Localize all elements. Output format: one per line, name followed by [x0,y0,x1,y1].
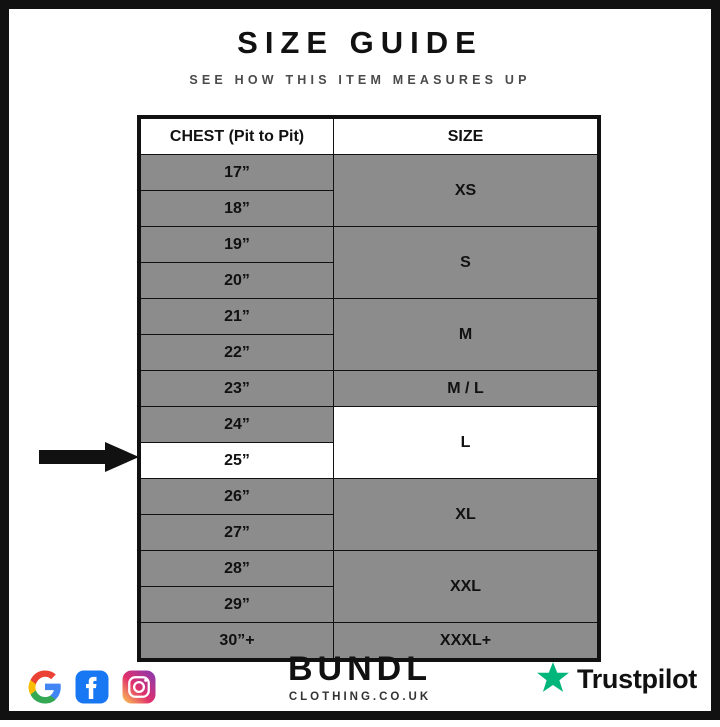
chest-cell: 24” [141,407,334,443]
table-row-selected[interactable] [141,407,598,443]
size-cell-selected: L [334,407,598,479]
card-inner [9,25,711,727]
table-row[interactable] [141,299,598,335]
chest-cell: 20” [141,263,334,299]
footer [9,647,711,713]
trustpilot-label: Trustpilot [577,664,697,694]
size-cell: S [334,227,598,299]
chest-cell: 29” [141,587,334,623]
table-header-row [141,119,598,155]
table-row[interactable] [141,479,598,515]
page-subtitle: SEE HOW THIS ITEM MEASURES UP [189,73,531,87]
chest-cell: 30”+ [141,623,334,659]
size-cell: XS [334,155,598,227]
trustpilot-badge[interactable] [536,660,697,699]
chest-cell: 27” [141,515,334,551]
chest-cell: 28” [141,551,334,587]
brand-domain: CLOTHING.CO.UK [288,691,432,703]
size-cell: XXL [334,551,598,623]
column-header-size: SIZE [334,119,598,155]
chest-cell: 23” [141,371,334,407]
table-row[interactable] [141,227,598,263]
table-row[interactable] [141,155,598,191]
table-row[interactable] [141,551,598,587]
table-row[interactable] [141,371,598,407]
size-cell: XXXL+ [334,623,598,659]
brand-name: BUNDL [288,650,432,688]
page-title: SIZE GUIDE [237,25,483,60]
size-cell: XL [334,479,598,551]
selected-size-arrow-icon [39,442,139,472]
size-table [140,118,598,659]
chest-cell: 17” [141,155,334,191]
chest-cell: 22” [141,335,334,371]
size-table-wrapper [137,115,601,662]
trustpilot-star-icon [536,660,570,699]
chest-cell: 19” [141,227,334,263]
size-cell: M / L [334,371,598,407]
chest-cell: 18” [141,191,334,227]
chest-cell: 26” [141,479,334,515]
chest-cell-selected: 25” [141,443,334,479]
column-header-chest: CHEST (Pit to Pit) [141,119,334,155]
size-cell: M [334,299,598,371]
chest-cell: 21” [141,299,334,335]
